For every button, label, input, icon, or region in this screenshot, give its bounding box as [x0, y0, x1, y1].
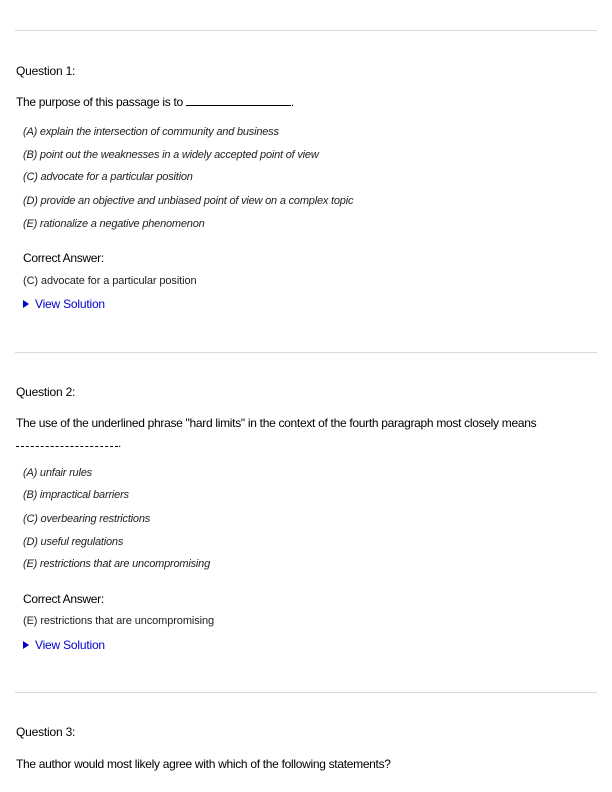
question-1-option-a: (A) explain the intersection of community and business	[23, 126, 279, 138]
question-2-option-d: (D) useful regulations	[23, 536, 124, 548]
question-2-correct-answer-label: Correct Answer:	[23, 592, 104, 606]
question-3-label: Question 3:	[16, 725, 76, 739]
question-1-option-e: (E) rationalize a negative phenomenon	[23, 218, 205, 230]
question-2-option-e: (E) restrictions that are uncompromising	[23, 558, 211, 570]
question-1-option-c: (C) advocate for a particular position	[23, 171, 193, 183]
section-divider	[15, 352, 597, 353]
question-1-correct-answer-label: Correct Answer:	[23, 251, 104, 265]
question-1-view-solution-link[interactable]	[23, 297, 105, 311]
blank-terminator: .	[118, 436, 122, 450]
section-divider	[15, 30, 597, 31]
question-1-stem	[16, 95, 294, 109]
question-2-correct-answer: (E) restrictions that are uncompromising	[23, 615, 215, 627]
question-2-option-c: (C) overbearing restrictions	[23, 513, 151, 525]
question-3-stem: The author would most likely agree with which of the following statements?	[16, 757, 391, 771]
view-solution-label: View Solution	[35, 297, 105, 311]
question-2-view-solution-link[interactable]	[23, 638, 105, 652]
disclosure-triangle-icon	[23, 300, 29, 308]
disclosure-triangle-icon	[23, 641, 29, 649]
question-1-stem-text: The purpose of this passage is to	[16, 95, 183, 109]
answer-blank	[186, 95, 291, 106]
question-1-correct-answer: (C) advocate for a particular position	[23, 275, 197, 287]
question-2-option-a: (A) unfair rules	[23, 467, 92, 479]
question-2-option-b: (B) impractical barriers	[23, 489, 129, 501]
question-1-option-d: (D) provide an objective and unbiased point of view on a complex topic	[23, 195, 354, 207]
question-2-stem: The use of the underlined phrase "hard limits" in the context of the fourth paragraph most closely means	[16, 416, 537, 430]
blank-terminator: .	[290, 95, 294, 109]
question-2-label: Question 2:	[16, 385, 76, 399]
answer-blank	[16, 446, 118, 447]
question-1-option-b: (B) point out the weaknesses in a widely accepted point of view	[23, 149, 319, 161]
view-solution-label: View Solution	[35, 638, 105, 652]
question-1-label: Question 1:	[16, 64, 76, 78]
section-divider	[15, 692, 597, 693]
